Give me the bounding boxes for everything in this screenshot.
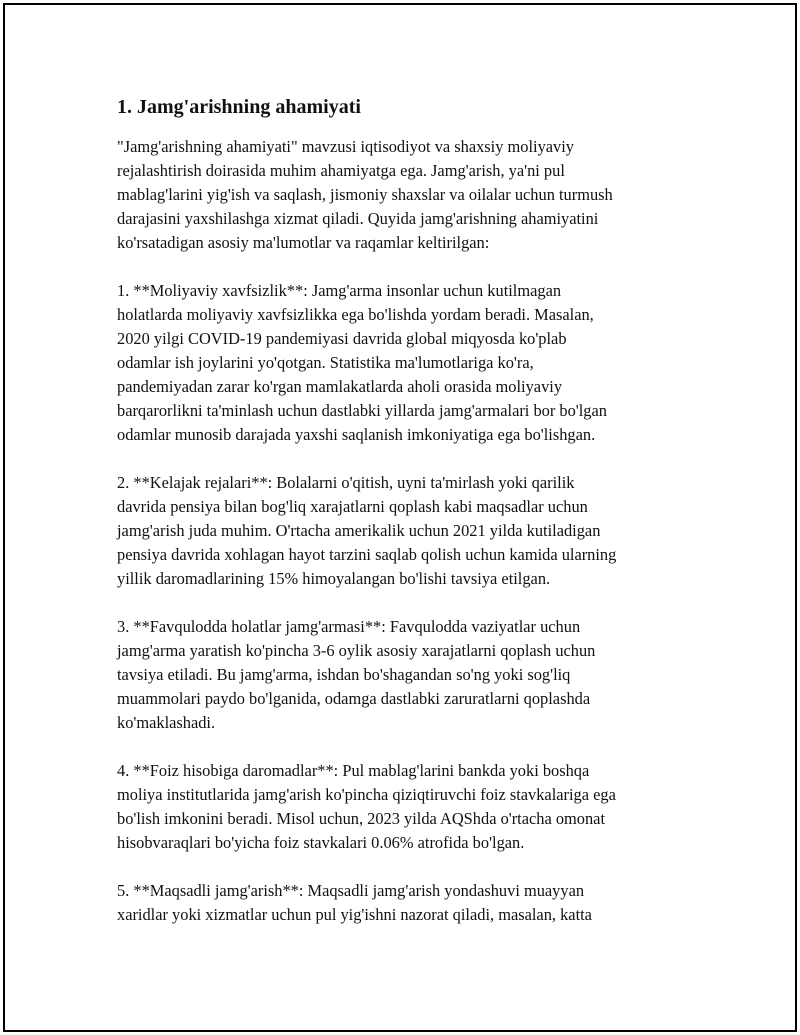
point-5-paragraph xyxy=(117,879,687,927)
point-2-paragraph xyxy=(117,471,687,591)
text-line: bo'lish imkonini beradi. Misol uchun, 2023 yilda AQShda o'rtacha omonat xyxy=(117,809,606,828)
point-3-paragraph xyxy=(117,615,687,735)
text-line: mablag'larini yig'ish va saqlash, jismoniy shaxslar va oilalar uchun turmush xyxy=(117,185,613,204)
text-line: tavsiya etiladi. Bu jamg'arma, ishdan bo'shagandan so'ng yoki sog'liq xyxy=(117,665,571,684)
text-line: davrida pensiya bilan bog'liq xarajatlarni qoplash kabi maqsadlar uchun xyxy=(117,497,588,516)
text-line: pensiya davrida xohlagan hayot tarzini saqlab qolish uchun kamida ularning xyxy=(117,545,617,564)
text-line: moliya institutlarida jamg'arish ko'pincha qiziqtiruvchi foiz stavkalariga ega xyxy=(117,785,616,804)
text-line: hisobvaraqlari bo'yicha foiz stavkalari 0.06% atrofida bo'lgan. xyxy=(117,833,525,852)
text-line: xaridlar yoki xizmatlar uchun pul yig'ishni nazorat qiladi, masalan, katta xyxy=(117,905,592,924)
intro-paragraph xyxy=(117,135,687,255)
text-line: 4. **Foiz hisobiga daromadlar**: Pul mablag'larini bankda yoki boshqa xyxy=(117,761,590,780)
text-line: 3. **Favqulodda holatlar jamg'armasi**: Favqulodda vaziyatlar uchun xyxy=(117,617,581,636)
text-line: jamg'arma yaratish ko'pincha 3-6 oylik asosiy xarajatlarni qoplash uchun xyxy=(117,641,596,660)
text-line: 2020 yilgi COVID-19 pandemiyasi davrida global miqyosda ko'plab xyxy=(117,329,567,348)
text-line: pandemiyadan zarar ko'rgan mamlakatlarda aholi orasida moliyaviy xyxy=(117,377,563,396)
text-line: 1. **Moliyaviy xavfsizlik**: Jamg'arma insonlar uchun kutilmagan xyxy=(117,281,562,300)
text-line: odamlar ish joylarini yo'qotgan. Statistika ma'lumotlariga ko'ra, xyxy=(117,353,534,372)
text-line: 5. **Maqsadli jamg'arish**: Maqsadli jamg'arish yondashuvi muayyan xyxy=(117,881,585,900)
point-1-paragraph xyxy=(117,279,687,447)
text-line: ko'maklashadi. xyxy=(117,713,216,732)
point-4-paragraph xyxy=(117,759,687,855)
text-line: darajasini yaxshilashga xizmat qiladi. Quyida jamg'arishning ahamiyatini xyxy=(117,209,599,228)
document-body xyxy=(117,94,687,951)
text-line: yillik daromadlarining 15% himoyalangan bo'lishi tavsiya etilgan. xyxy=(117,569,551,588)
text-line: 2. **Kelajak rejalari**: Bolalarni o'qitish, uyni ta'mirlash yoki qarilik xyxy=(117,473,575,492)
text-line: "Jamg'arishning ahamiyati" mavzusi iqtisodiyot va shaxsiy moliyaviy xyxy=(117,137,575,156)
text-line: barqarorlikni ta'minlash uchun dastlabki yillarda jamg'armalari bor bo'lgan xyxy=(117,401,607,420)
text-line: rejalashtirish doirasida muhim ahamiyatga ega. Jamg'arish, ya'ni pul xyxy=(117,161,565,180)
text-line: odamlar munosib darajada yaxshi saqlanish imkoniyatiga ega bo'lishgan. xyxy=(117,425,596,444)
text-line: ko'rsatadigan asosiy ma'lumotlar va raqamlar keltirilgan: xyxy=(117,233,490,252)
text-line: jamg'arish juda muhim. O'rtacha amerikalik uchun 2021 yilda kutiladigan xyxy=(117,521,601,540)
text-line: muammolari paydo bo'lganida, odamga dastlabki zaruratlarni qoplashda xyxy=(117,689,591,708)
section-heading: 1. Jamg'arishning ahamiyati xyxy=(117,96,361,118)
text-line: holatlarda moliyaviy xavfsizlikka ega bo'lishda yordam beradi. Masalan, xyxy=(117,305,594,324)
